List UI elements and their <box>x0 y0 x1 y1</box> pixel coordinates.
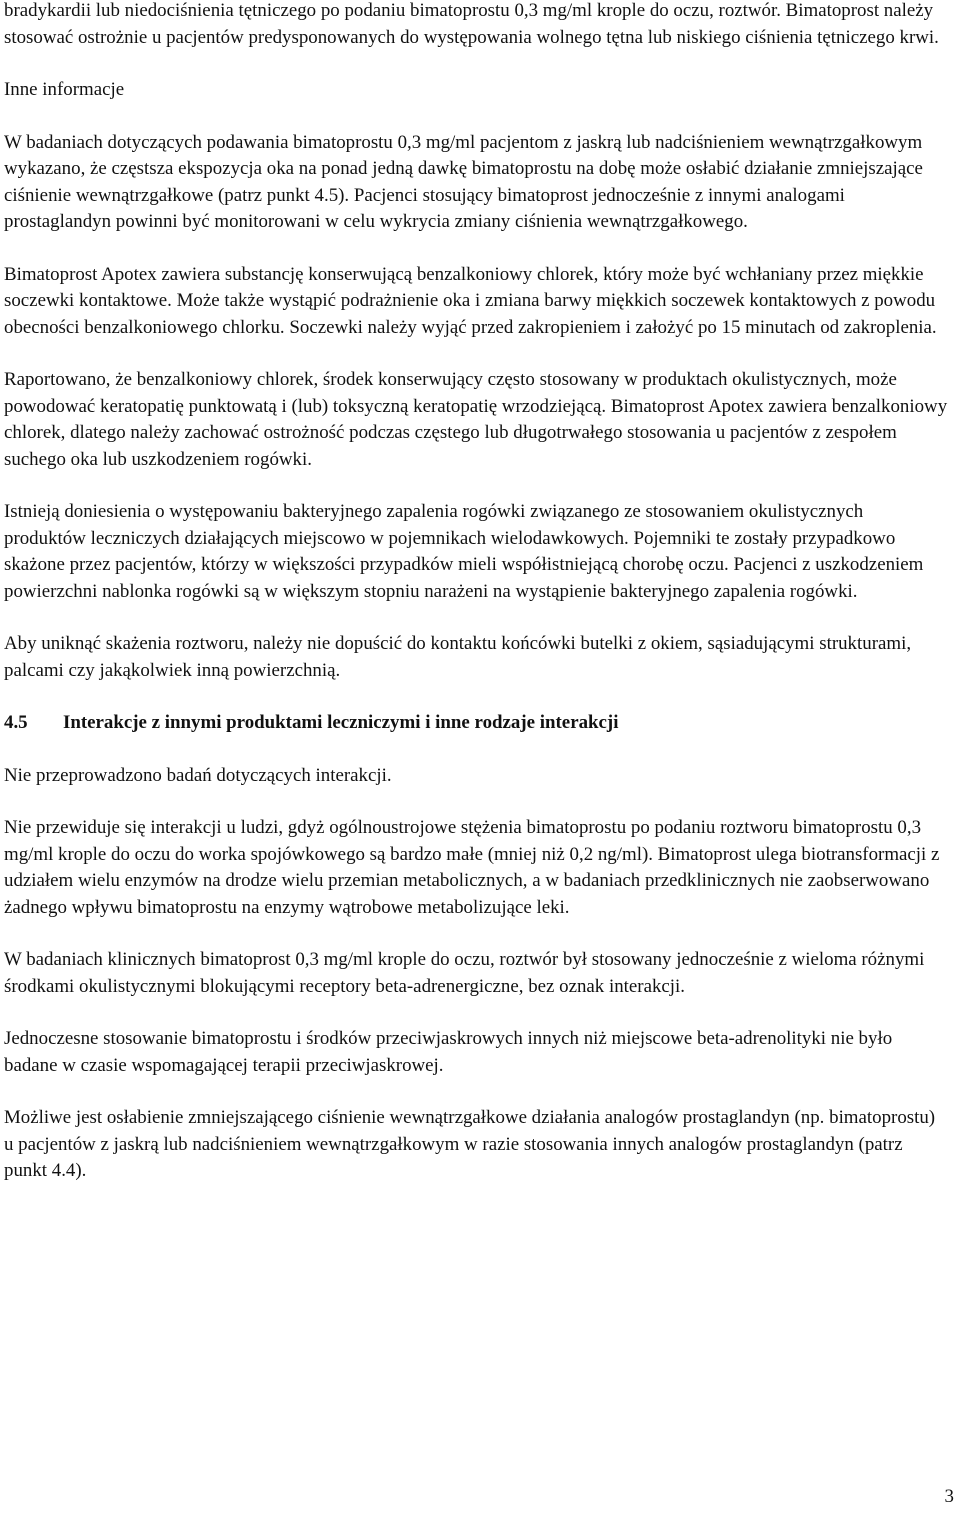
section-number: 4.5 <box>4 712 28 733</box>
paragraph-keratopathy: Raportowano, że benzalkoniowy chlorek, środek konserwujący często stosowany w produktach okulistycznych, może powodować keratopatię punktowatą i (lub) toksyczną keratopatię wrzodziejącą. Bimatoprost Apotex zawiera benzalkoniowy chlorek, dlatego należy zachować ostrożność podczas częstego lub długotrwałego stosowania u pacjentów z zespołem suchego oka lub uszkodzeniem rogówki. <box>4 369 948 470</box>
paragraph-concomitant-use: Jednoczesne stosowanie bimatoprostu i środków przeciwjaskrowych innych niż miejscowe beta-adrenolityki nie było badane w czasie wspomagającej terapii przeciwjaskrowej. <box>4 1028 893 1076</box>
section-title: Interakcje z innymi produktami leczniczymi i inne rodzaje interakcji <box>63 712 619 733</box>
paragraph-bacterial-keratitis: Istnieją doniesienia o występowaniu bakteryjnego zapalenia rogówki związanego ze stosowaniem okulistycznych produktów leczniczych działających miejscowo w pojemnikach wielodawkowych. Pojemniki te zostały przypadkowo skażone przez pacjentów, którzy w większości przypadków mieli współistniejącą chorobę oczu. Pacjenci z uszkodzeniem powierzchni nablonka rogówki są w większym stopniu narażeni na wystąpienie bakteryjnego zapalenia rogówki. <box>4 501 924 602</box>
page-number: 3 <box>944 1486 954 1507</box>
paragraph-prostaglandin-analogs: Możliwe jest osłabienie zmniejszającego ciśnienie wewnątrzgałkowe działania analogów prostaglandyn (np. bimatoprostu) u pacjentów z jaskrą lub nadciśnieniem wewnątrzgałkowym w razie stosowania innych analogów prostaglandyn (patrz punkt 4.4). <box>4 1107 936 1181</box>
subheading-inne-informacje: Inne informacje <box>4 79 125 100</box>
paragraph-contamination: Aby uniknąć skażenia roztworu, należy nie dopuścić do kontaktu końcówki butelki z okiem, sąsiadującymi strukturami, palcami czy jakąkolwiek inną powierzchnią. <box>4 633 912 681</box>
paragraph-no-studies: Nie przeprowadzono badań dotyczących interakcji. <box>4 764 392 786</box>
paragraph-beta-blockers: W badaniach klinicznych bimatoprost 0,3 mg/ml krople do oczu, roztwór był stosowany jednocześnie z wieloma różnymi środkami okulistycznymi blokującymi receptory beta-adrenergiczne, bez oznak interakcji. <box>4 949 925 997</box>
paragraph-bradycardia: bradykardii lub niedociśnienia tętniczego po podaniu bimatoprostu 0,3 mg/ml krople do oczu, roztwór. Bimatoprost należy stosować ostrożnie u pacjentów predysponowanych do występowania wolnego tętna lub niskiego ciśnienia tętniczego krwi. <box>4 0 939 48</box>
document-page <box>4 0 948 1185</box>
section-heading <box>4 710 948 737</box>
paragraph-other-information: W badaniach dotyczących podawania bimatoprostu 0,3 mg/ml pacjentom z jaskrą lub nadciśnieniem wewnątrzgałkowym wykazano, że częstsza ekspozycja oka na ponad jedną dawkę bimatoprostu na dobę może osłabić działanie zmniejszające ciśnienie wewnątrzgałkowe (patrz punkt 4.5). Pacjenci stosujący bimatoprost jednocześnie z innymi analogami prostaglandyn powinni być monitorowani w celu wykrycia zmiany ciśnienia wewnątrzgałkowego. <box>4 131 923 232</box>
paragraph-systemic-concentrations: Nie przewiduje się interakcji u ludzi, gdyż ogólnoustrojowe stężenia bimatoprostu po podaniu roztworu bimatoprostu 0,3 mg/ml krople do oczu do worka spojówkowego są bardzo małe (mniej niż 0,2 ng/ml). Bimatoprost ulega biotransformacji z udziałem wielu enzymów na drodze wielu przemian metabolicznych, a w badaniach przedklinicznych nie zaobserwowano żadnego wpływu bimatoprostu na enzymy wątrobowe metabolizujące leki. <box>4 817 940 918</box>
paragraph-contact-lenses: Bimatoprost Apotex zawiera substancję konserwującą benzalkoniowy chlorek, który może być wchłaniany przez miękkie soczewki kontaktowe. Może także wystąpić podrażnienie oka i zmiana barwy miękkich soczewek kontaktowych z powodu obecności benzalkoniowego chlorku. Soczewki należy wyjąć przed zakropieniem i założyć po 15 minutach od zakroplenia. <box>4 263 937 338</box>
